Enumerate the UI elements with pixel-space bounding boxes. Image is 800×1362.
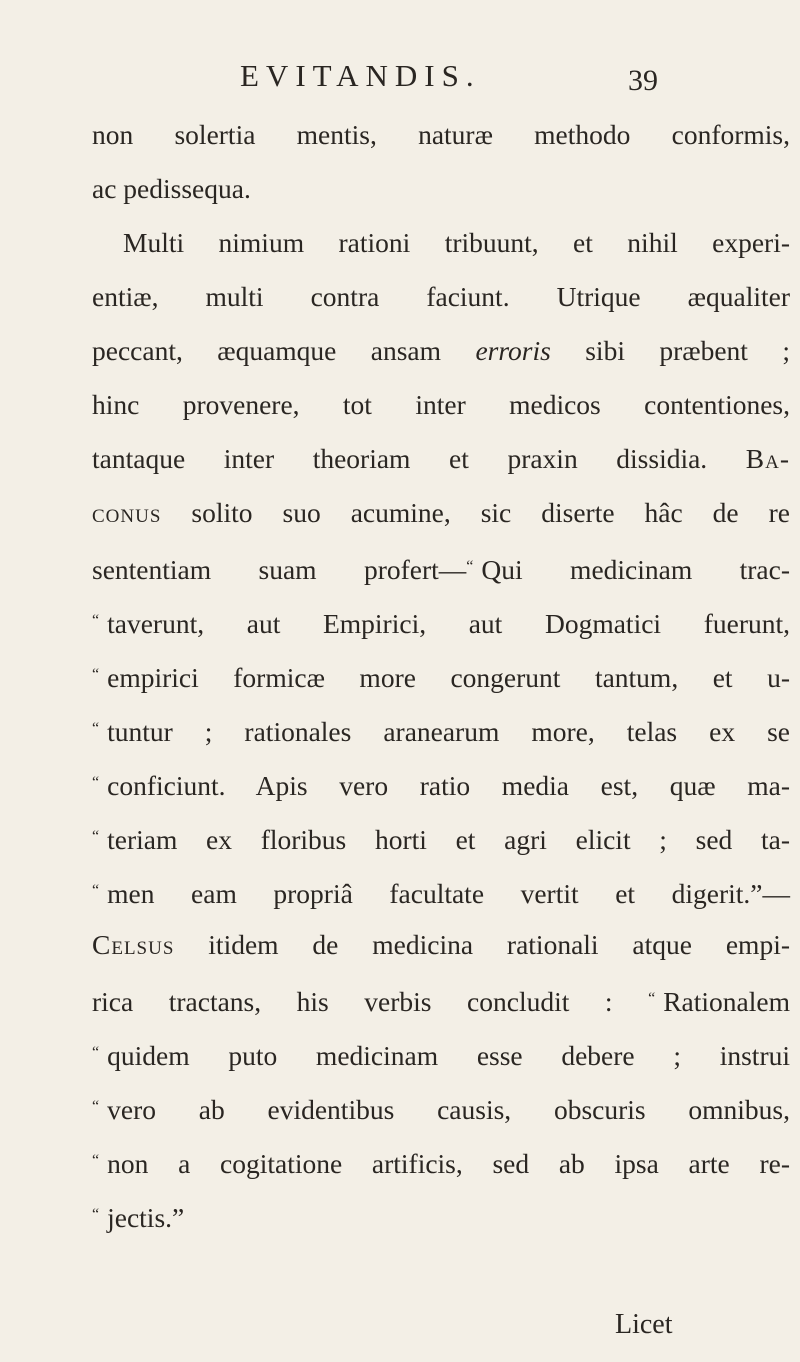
text-line [92,982,790,1016]
text-line [92,820,790,854]
line-text: teriam ex floribus horti et agri elicit ; sed ta- [107,824,790,855]
quote-mark: “ [92,1044,100,1061]
line-text: ac pedissequa. [92,173,251,204]
line-text: tuntur ; rationales aranearum more, telas ex se [107,716,790,747]
quote-mark: “ [648,990,656,1007]
text-line [92,442,790,476]
small-caps-name: Celsus [92,929,175,960]
line-text: sententiam suam profert— [92,554,467,585]
line-text: non a cogitatione artificis, sed ab ipsa arte re- [107,1148,790,1179]
catchword: Licet [615,1309,673,1340]
text-line [92,604,790,638]
line-text: Rationalem [663,986,790,1017]
quote-mark: “ [92,882,100,899]
italic-term: erroris [475,335,551,366]
quote-mark: “ [466,558,474,575]
text-line [92,550,790,584]
text-line [92,1090,790,1124]
page-header [0,58,800,98]
text-line [92,874,790,908]
small-caps-name: Ba- [745,443,790,474]
quote-mark: “ [92,774,100,791]
line-text: peccant, æquamque ansam [92,335,476,366]
quote-mark: “ [92,720,100,737]
line-text: vero ab evidentibus causis, obscuris omnibus, [107,1094,790,1125]
line-text: entiæ, multi contra faciunt. Utrique æqualiter [92,281,790,312]
line-text: conficiunt. Apis vero ratio media est, quæ ma- [107,770,790,801]
text-line [92,1036,790,1070]
text-line [92,388,790,422]
text-line [92,766,790,800]
line-text: hinc provenere, tot inter medicos contentiones, [92,389,790,420]
line-text: rica tractans, his verbis concludit : [92,986,649,1017]
text-line [92,928,790,962]
text-line [92,334,790,368]
text-line [92,658,790,692]
text-line [92,1144,790,1178]
quote-mark: “ [92,666,100,683]
running-head: EVITANDIS. [240,58,481,93]
page-number: 39 [628,64,658,97]
quote-mark: “ [92,612,100,629]
text-line [92,712,790,746]
quote-mark: “ [92,1206,100,1223]
small-caps-name: conus [92,497,162,528]
line-text: men eam propriâ facultate vertit et digerit.”— [107,878,790,909]
text-line [92,280,790,314]
line-text: sibi præbent ; [550,335,790,366]
line-text: taverunt, aut Empirici, aut Dogmatici fuerunt, [107,608,790,639]
line-text: solito suo acumine, sic diserte hâc de re [161,497,790,528]
line-text: itidem de medicina rationali atque empi- [174,929,790,960]
text-line [92,496,790,530]
quote-mark: “ [92,1098,100,1115]
line-text: Multi nimium rationi tribuunt, et nihil experi- [123,227,790,258]
text-line [92,118,790,152]
line-text: Qui medicinam trac- [481,554,790,585]
line-text: tantaque inter theoriam et praxin dissidia. [92,443,746,474]
quote-mark: “ [92,828,100,845]
line-text: jectis.” [107,1202,185,1233]
quote-mark: “ [92,1152,100,1169]
line-text: quidem puto medicinam esse debere ; instrui [107,1040,790,1071]
text-line [123,226,790,260]
line-text: empirici formicæ more congerunt tantum, et u- [107,662,790,693]
text-line [92,1198,184,1232]
line-text: non solertia mentis, naturæ methodo conformis, [92,119,790,150]
text-line [92,172,251,206]
